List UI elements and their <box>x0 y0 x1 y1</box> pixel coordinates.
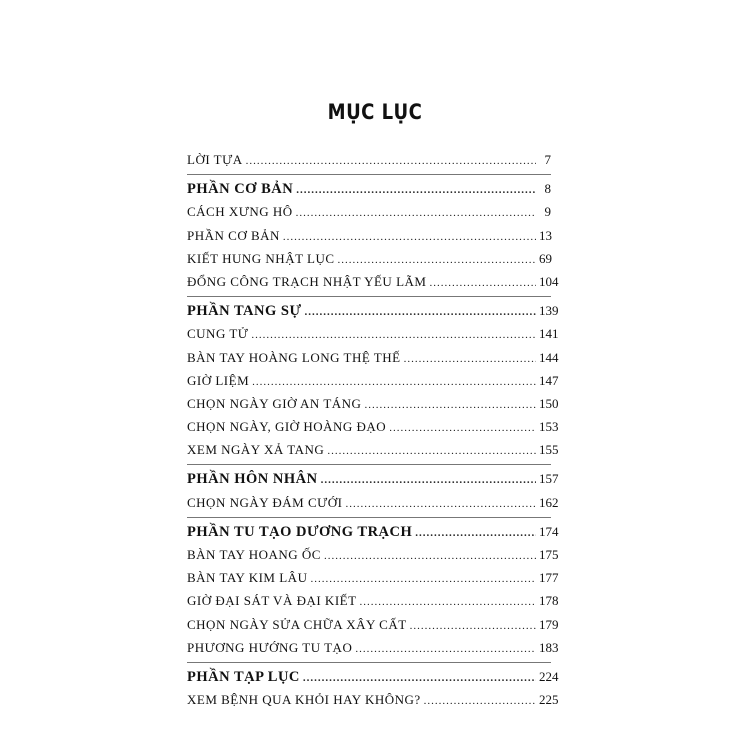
toc-label: CHỌN NGÀY, GIỜ HOÀNG ĐẠO <box>187 419 387 435</box>
table-of-contents <box>187 148 559 711</box>
toc-page-number: 69 <box>539 250 552 266</box>
toc-section-heading <box>187 665 559 688</box>
dot-leader <box>429 272 536 295</box>
dot-leader <box>246 150 536 173</box>
toc-section-heading <box>187 299 559 322</box>
toc-page-number: 8 <box>544 181 551 197</box>
toc-label: ĐỔNG CÔNG TRẠCH NHẬT YẾU LÃM <box>187 273 427 289</box>
section-divider <box>187 662 551 663</box>
dot-leader <box>252 371 536 394</box>
toc-page-number: 177 <box>539 570 559 586</box>
toc-entry <box>187 392 559 415</box>
dot-leader <box>327 440 536 463</box>
toc-label: BÀN TAY KIM LÂU <box>187 570 308 586</box>
toc-page-number: 150 <box>539 395 559 411</box>
dot-leader <box>283 226 536 249</box>
toc-page-number: 13 <box>539 227 552 243</box>
dot-leader <box>305 301 537 324</box>
toc-label: BÀN TAY HOÀNG LONG THỆ THẾ <box>187 349 401 365</box>
section-divider <box>187 517 551 518</box>
toc-entry <box>187 200 551 223</box>
toc-label: PHƯƠNG HƯỚNG TU TẠO <box>187 639 353 655</box>
toc-label: PHẦN CƠ BẢN <box>187 181 294 198</box>
toc-label: XEM NGÀY XẢ TANG <box>187 442 325 458</box>
toc-entry <box>187 543 559 566</box>
toc-page-number: 183 <box>539 639 559 655</box>
dot-leader <box>364 394 536 417</box>
toc-entry <box>187 491 559 514</box>
toc-entry <box>187 369 559 392</box>
toc-label: LỜI TỰA <box>187 152 243 167</box>
toc-label: CHỌN NGÀY SỬA CHỮA XÂY CẤT <box>187 616 407 632</box>
toc-page-number: 162 <box>539 494 559 510</box>
dot-leader <box>321 469 536 492</box>
toc-entry <box>187 589 559 612</box>
toc-page-number: 153 <box>539 419 559 435</box>
dot-leader <box>251 324 536 347</box>
toc-entry <box>187 688 559 711</box>
toc-entry <box>187 613 559 636</box>
dot-leader <box>345 493 536 516</box>
toc-page-number: 9 <box>544 204 551 220</box>
dot-leader <box>404 348 536 371</box>
dot-leader <box>360 591 536 614</box>
toc-page-number: 139 <box>539 303 559 319</box>
toc-section-heading <box>187 177 551 200</box>
toc-page-number: 104 <box>539 273 559 289</box>
toc-label: PHẦN TU TẠO DƯƠNG TRẠCH <box>187 523 413 540</box>
toc-section-heading <box>187 520 559 543</box>
dot-leader <box>389 417 536 440</box>
toc-label: PHẦN TẠP LỤC <box>187 668 300 685</box>
page-title: MỤC LỤC <box>327 100 423 124</box>
toc-page-number: 225 <box>539 692 559 708</box>
dot-leader <box>338 249 536 272</box>
toc-page-number: 174 <box>539 523 559 539</box>
section-divider <box>187 296 551 297</box>
dot-leader <box>410 615 536 638</box>
toc-label: CHỌN NGÀY ĐÁM CƯỚI <box>187 494 343 510</box>
toc-entry <box>187 148 551 171</box>
toc-label: PHẦN HÔN NHÂN <box>187 471 318 488</box>
toc-page-number: 178 <box>539 593 559 609</box>
section-divider <box>187 464 551 465</box>
toc-label: XEM BỆNH QUA KHỎI HAY KHÔNG? <box>187 692 421 708</box>
toc-entry <box>187 247 551 270</box>
toc-entry <box>187 346 559 369</box>
dot-leader <box>296 202 536 225</box>
toc-page-number: 175 <box>539 547 559 562</box>
toc-page-number: 155 <box>539 442 559 458</box>
dot-leader <box>355 638 536 661</box>
toc-label: KIẾT HUNG NHẬT LỤC <box>187 250 335 266</box>
dot-leader <box>424 690 536 713</box>
toc-label: BÀN TAY HOANG ỐC <box>187 547 321 562</box>
toc-entry <box>187 224 551 247</box>
dot-leader <box>303 667 536 690</box>
toc-section-heading <box>187 467 559 490</box>
toc-entry <box>187 438 559 461</box>
toc-label: CÁCH XƯNG HÔ <box>187 204 293 220</box>
dot-leader <box>296 179 536 202</box>
toc-label: GIỜ LIỆM <box>187 372 250 388</box>
toc-page-number: 144 <box>539 349 559 365</box>
toc-label: CHỌN NGÀY GIỜ AN TÁNG <box>187 395 362 411</box>
toc-page-number: 224 <box>539 668 559 684</box>
toc-label: CUNG TỬ <box>187 326 249 342</box>
toc-entry <box>187 322 559 345</box>
dot-leader <box>324 545 536 568</box>
toc-page-number: 179 <box>539 616 559 632</box>
toc-label: GIỜ ĐẠI SÁT VÀ ĐẠI KIẾT <box>187 593 357 609</box>
toc-entry <box>187 270 559 293</box>
toc-entry <box>187 636 559 659</box>
toc-page-number: 147 <box>539 372 559 388</box>
dot-leader <box>415 522 536 545</box>
section-divider <box>187 174 551 175</box>
toc-label: PHẦN TANG SỰ <box>187 303 302 320</box>
toc-entry <box>187 566 559 589</box>
toc-page-number: 141 <box>539 326 559 342</box>
dot-leader <box>310 568 536 591</box>
toc-page-number: 7 <box>544 152 551 167</box>
toc-page-number: 157 <box>539 471 559 487</box>
toc-label: PHẦN CƠ BẢN <box>187 227 280 243</box>
toc-entry <box>187 415 559 438</box>
